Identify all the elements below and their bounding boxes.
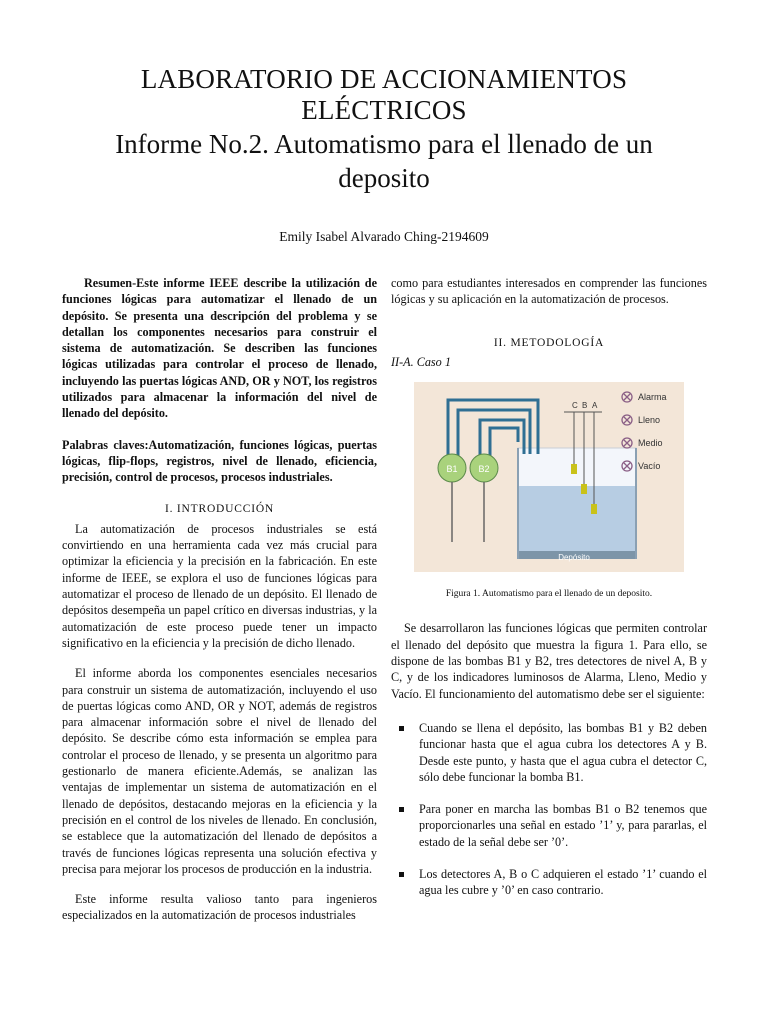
list-item-text: Cuando se llena el depósito, las bombas B1 y B2 deben funcionar hasta que el agua cubra los detectores A y B. Desde este punto, y hasta que el agua cubra el detector C, sólo debe funcionar la bomba B1. [419,720,707,784]
title-line-4: deposito [338,163,430,193]
detector-a-label: A [592,401,598,411]
figure-1 [391,382,707,602]
lamp-lleno-label: Lleno [638,415,661,426]
list-item-text: Para poner en marcha las bombas B1 o B2 tenemos que proporcionarles una señal en estado ’1’ y, para pararlas, el estado de la señal debe ser ’0’. [419,802,707,849]
requirements-list [391,720,707,899]
intro-paragraph: La automatización de procesos industriales se está convirtiendo en una herramienta cada vez más crucial para optimizar la eficiencia y la precisión en la fabricación. En este informe de IEEE, se explora el uso de funciones lógicas para automatizar el proceso de llenado de un depósito. El llenado de depósitos desempeña un papel crítico en diversas industrias, y la automatización de este proceso puede tener un impacto significativo en la eficiencia y la precisión de dicho llenado. [62,521,377,650]
list-item [391,720,707,785]
tank-diagram [414,382,684,572]
detector-b-label: B [582,401,588,411]
list-item-text: Los detectores A, B o C adquieren el estado ’1’ cuando el agua les cubre y ’0’ en caso contrario. [419,867,707,898]
list-item [391,866,707,899]
pump-b2-label: B2 [478,464,490,475]
intro-paragraph: El informe aborda los componentes esenciales necesarios para construir un sistema de automatización, incluyendo el uso de puertas lógicas como AND, OR y NOT, además de registros para almacenar información sobre el nivel de llenado del depósito. Se describe cómo esta información se emplea para controlar el proceso de llenado, y se presenta un algoritmo para gestionarlo de manera eficiente.Además, se analizan las ventajas de implementar un sistema de automatización en el llenado de depósitos, destacando mejoras en la eficiencia y la precisión en el control de los niveles de llenado. En conclusión, se establece que la automatización del llenado de depósitos a través de funciones lógicas representa una solución efectiva y precisa para mejorar los procesos de producción en la industria. [62,666,377,876]
title-line-3: Informe No.2. Automatismo para el llenado de un [115,129,653,159]
water [518,486,636,558]
bullet-icon [399,807,404,812]
lamp-vacio-label: Vacío [638,461,661,472]
pump-b1-label: B1 [446,464,458,475]
title-line-2: ELÉCTRICOS [301,95,467,125]
lamp-alarma-label: Alarma [638,392,667,403]
author-name: Emily Isabel Alvarado Ching-2194609 [279,229,489,244]
section-heading-metodologia: II. METODOLOGÍA [493,336,605,349]
bullet-icon [399,726,404,731]
detector-b [581,484,587,494]
method-paragraph: Se desarrollaron las funciones lógicas que permiten controlar el llenado del depósito que muestra la figura 1. Para ello, se dispone de las bombas B1 y B2, tres detectores de nivel A, B y C, y de los indicadores luminosos de Alarma, Lleno, Medio y Vacío. El funcionamiento del automatismo debe ser el siguiente: [391,621,707,701]
subsection-caso-1: II-A. Caso 1 [391,354,451,369]
tank-label: Depósito [558,553,590,563]
detector-a [591,504,597,514]
intro-continuation: como para estudiantes interesados en comprender las funciones lógicas y su aplicación en la automatización de procesos. [391,276,707,307]
detector-c [571,464,577,474]
keywords: Palabras claves:Automatización, funciones lógicas, puertas lógicas, flip-flops, registros, nivel de llenado, eficiencia, precisión, control de procesos, procesos industriales. [62,437,377,485]
list-item [391,801,707,850]
bullet-icon [399,872,404,877]
paper-title [0,64,768,194]
title-line-1: LABORATORIO DE ACCIONAMIENTOS [140,64,628,94]
intro-paragraph: Este informe resulta valioso tanto para ingenieros especializados en la automatización de procesos industriales [62,892,377,923]
right-column [391,275,707,915]
section-heading-introduccion: I. INTRODUCCIÓN [164,502,275,515]
figure-caption: Figura 1. Automatismo para el llenado de un deposito. [445,589,653,600]
lamp-medio-label: Medio [638,438,663,449]
left-column [62,275,377,924]
abstract: Resumen-Este informe IEEE describe la utilización de funciones lógicas para automatizar el llenado de un depósito. Se presenta una descripción del problema y se detallan los componentes necesarios para construir el sistema de automatización. Se describen las funciones lógicas utilizadas para controlar el proceso de llenado, incluyendo las puertas lógicas AND, OR y NOT, los registros utilizados para almacenar la información del nivel de llenado del depósito. [62,276,377,421]
detector-c-label: C [572,401,578,411]
